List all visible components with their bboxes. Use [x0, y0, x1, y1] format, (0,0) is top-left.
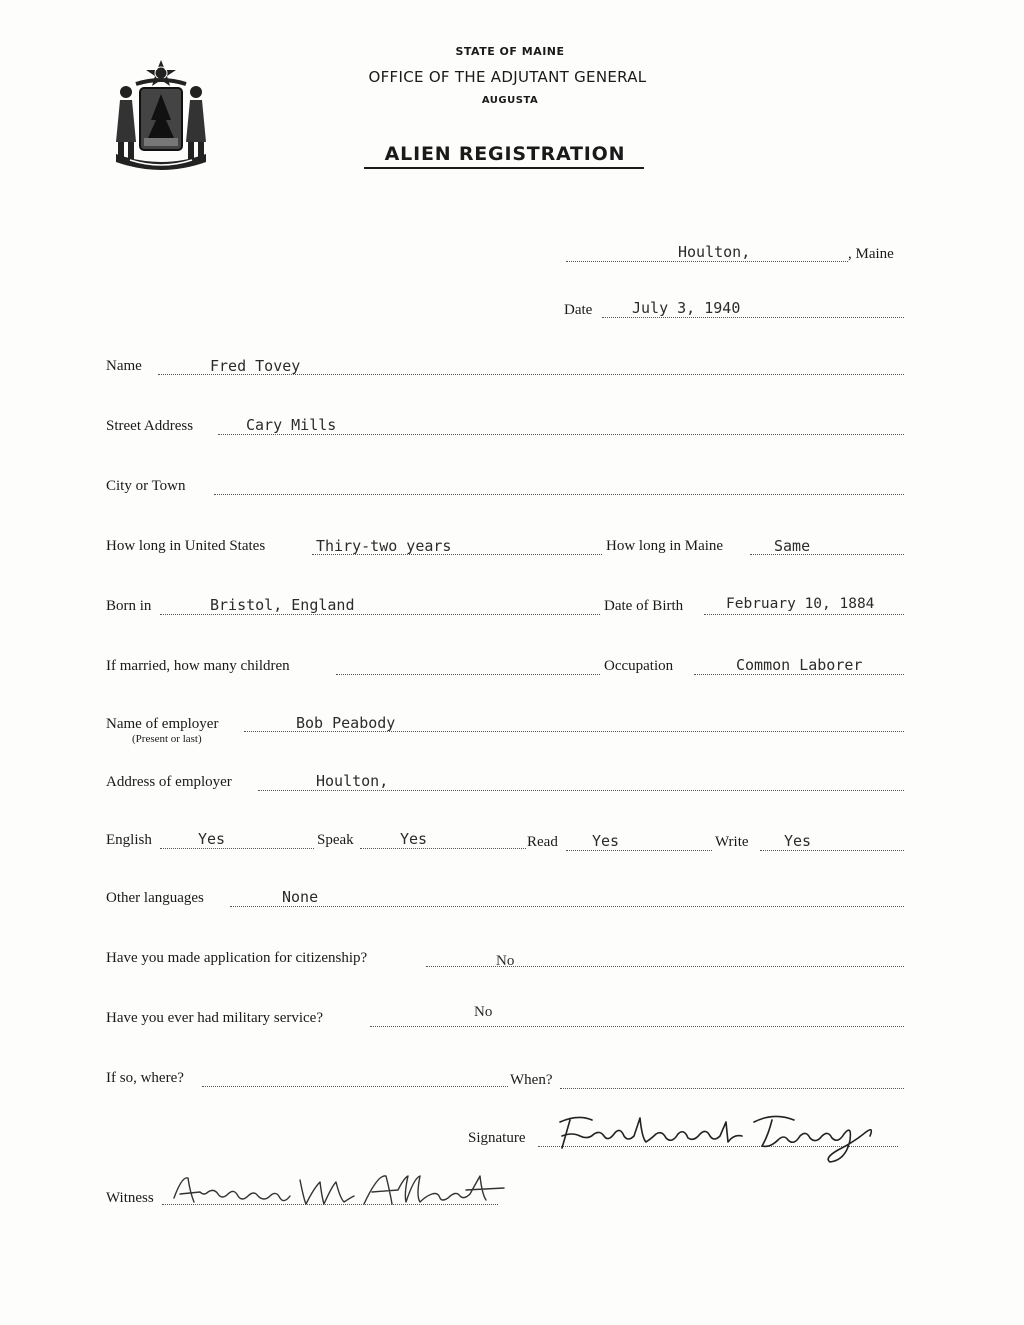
maine-state-seal-icon: [108, 58, 214, 176]
occupation-value: Common Laborer: [736, 656, 863, 674]
citizenship-value: No: [496, 953, 515, 969]
children-label: If married, how many children: [106, 658, 290, 674]
read-label: Read: [527, 834, 558, 850]
street-value: Cary Mills: [246, 416, 337, 434]
speak-value: Yes: [400, 830, 428, 848]
occupation-label: Occupation: [604, 658, 674, 674]
employer-address-dots: [258, 790, 904, 791]
how-long-us-value: Thiry-two years: [316, 537, 452, 555]
when-label: When?: [510, 1072, 553, 1088]
how-long-us-label: How long in United States: [106, 538, 266, 554]
english-label: English: [106, 832, 152, 848]
dob-value: February 10, 1884: [726, 596, 875, 612]
when-dots: [560, 1088, 904, 1089]
date-label: Date: [564, 302, 593, 318]
street-label: Street Address: [106, 418, 194, 434]
born-in-label: Born in: [106, 598, 152, 614]
witness-label: Witness: [106, 1190, 154, 1206]
state-heading: STATE OF MAINE: [455, 45, 565, 58]
read-dots: [566, 850, 712, 851]
write-dots: [760, 850, 904, 851]
date-dots: [602, 317, 904, 318]
date-value: July 3, 1940: [632, 299, 741, 317]
employer-label: Name of employer: [106, 716, 219, 732]
signature-label: Signature: [468, 1130, 526, 1146]
city-heading: AUGUSTA: [481, 95, 539, 106]
place-value: Houlton,: [678, 243, 751, 261]
read-value: Yes: [592, 832, 620, 850]
form-title: ALIEN REGISTRATION: [384, 143, 626, 165]
where-label: If so, where?: [106, 1070, 184, 1086]
write-label: Write: [715, 834, 749, 850]
place-suffix: , Maine: [848, 246, 894, 262]
other-languages-label: Other languages: [106, 890, 204, 906]
employer-value: Bob Peabody: [296, 714, 396, 732]
how-long-maine-value: Same: [774, 537, 811, 555]
where-dots: [202, 1086, 508, 1087]
english-value: Yes: [198, 830, 226, 848]
street-dots: [218, 434, 904, 435]
applicant-signature: [548, 1108, 908, 1168]
place-dots: [566, 261, 848, 262]
write-value: Yes: [784, 832, 812, 850]
other-languages-value: None: [282, 888, 319, 906]
name-value: Fred Tovey: [210, 357, 301, 375]
employer-address-label: Address of employer: [106, 774, 232, 790]
name-label: Name: [106, 358, 142, 374]
born-in-dots: [160, 614, 600, 615]
other-languages-dots: [230, 906, 904, 907]
born-in-value: Bristol, England: [210, 596, 355, 614]
office-heading: OFFICE OF THE ADJUTANT GENERAL: [368, 68, 647, 86]
occupation-dots: [694, 674, 904, 675]
military-value: No: [474, 1004, 493, 1020]
military-dots: [370, 1026, 904, 1027]
city-label: City or Town: [106, 478, 186, 494]
witness-signature: [164, 1168, 524, 1214]
citizenship-label: Have you made application for citizenship?: [106, 950, 368, 966]
title-underline: [364, 167, 644, 169]
english-dots: [160, 848, 314, 849]
dob-label: Date of Birth: [604, 598, 684, 614]
speak-dots: [360, 848, 526, 849]
employer-sublabel: (Present or last): [132, 733, 202, 745]
employer-address-value: Houlton,: [316, 772, 389, 790]
speak-label: Speak: [317, 832, 354, 848]
city-dots: [214, 494, 904, 495]
how-long-maine-label: How long in Maine: [606, 538, 724, 554]
military-label: Have you ever had military service?: [106, 1010, 323, 1026]
children-dots: [336, 674, 600, 675]
dob-dots: [704, 614, 904, 615]
